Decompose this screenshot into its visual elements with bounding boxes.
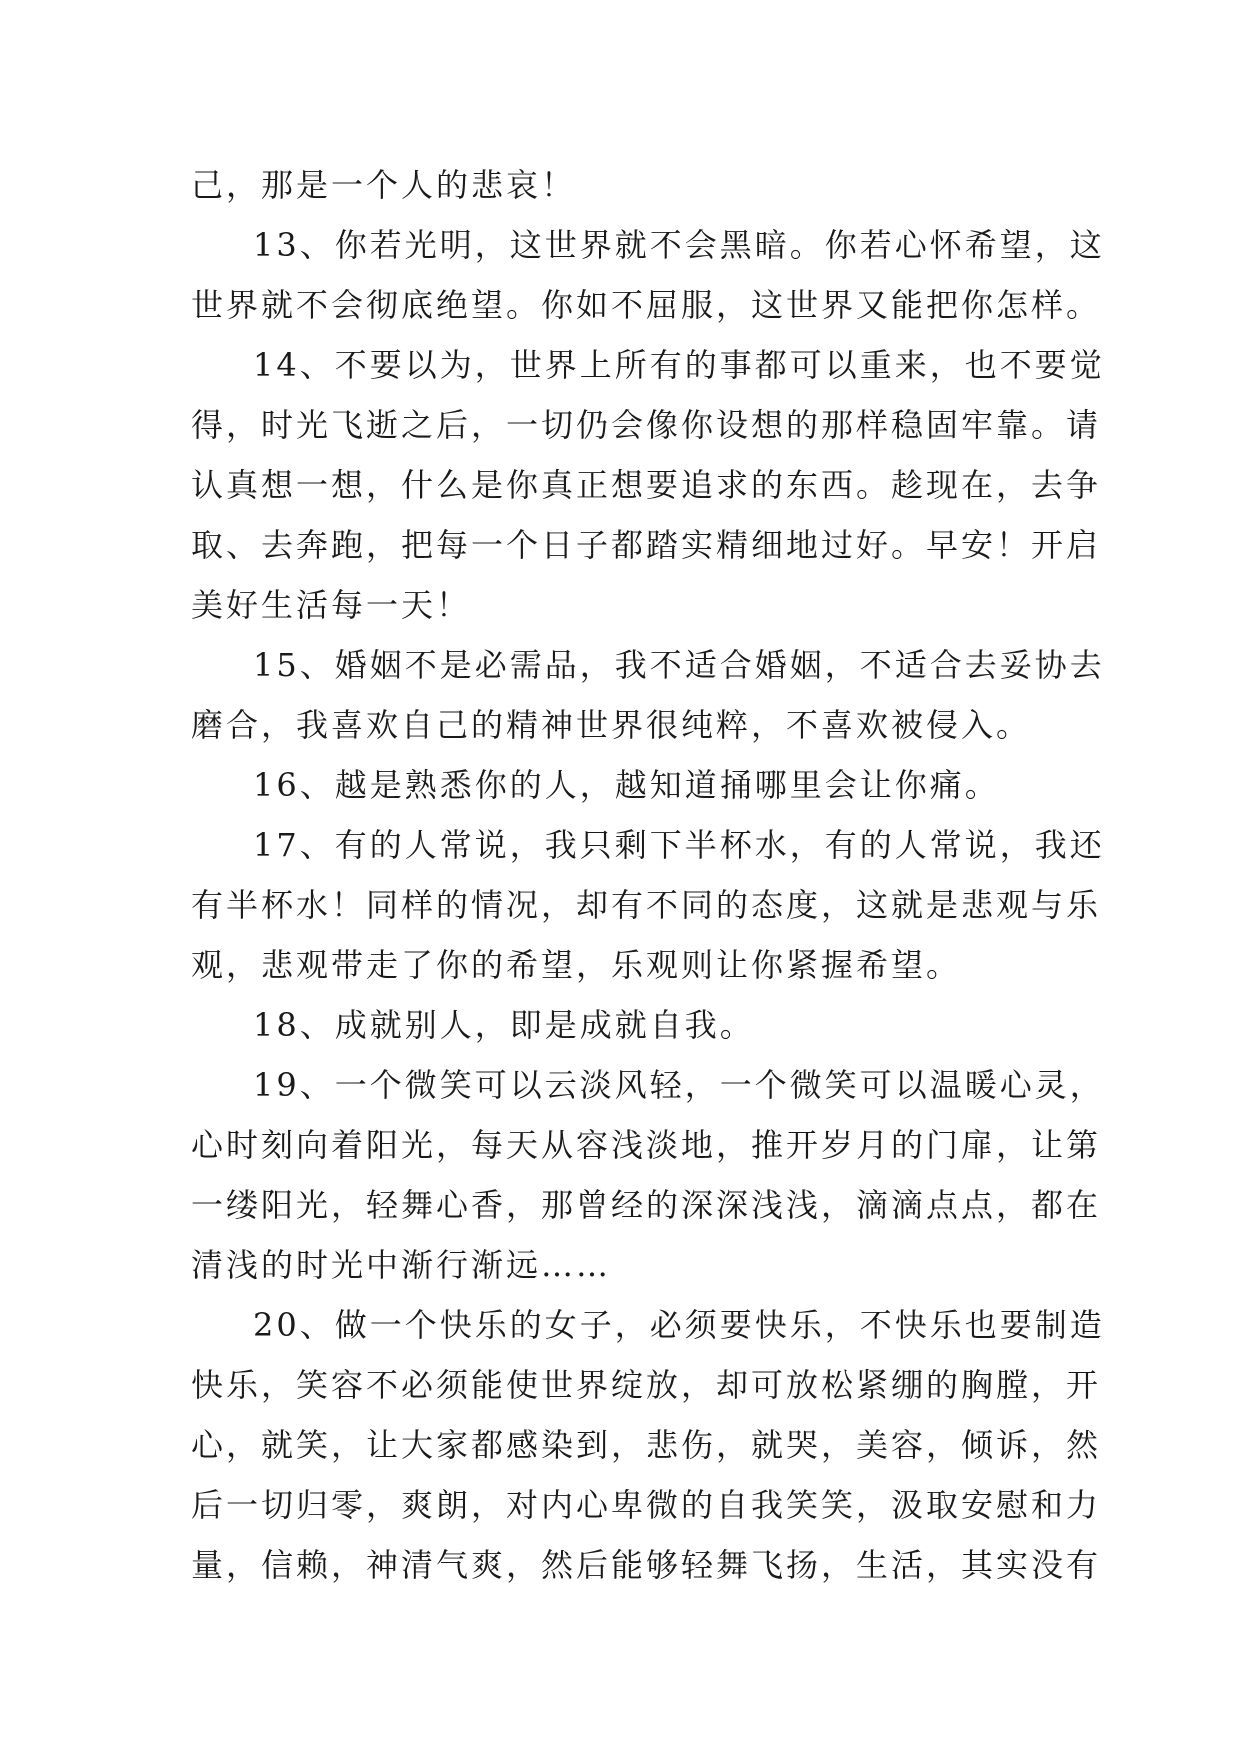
text-line: 美好生活每一天！ bbox=[191, 586, 472, 624]
text-line: 世界就不会彻底绝望。你如不屈服，这世界又能把你怎样。 bbox=[191, 286, 1102, 324]
paragraph-14-line: 14、不要以为，世界上所有的事都可以重来，也不要觉 bbox=[253, 346, 1105, 384]
text-line: 快乐，笑容不必须能使世界绽放，却可放松紧绷的胸膛，开 bbox=[191, 1366, 1102, 1404]
text-line: 量，信赖，神清气爽，然后能够轻舞飞扬，生活，其实没有 bbox=[191, 1546, 1102, 1584]
paragraph-15-line: 15、婚姻不是必需品，我不适合婚姻，不适合去妥协去 bbox=[253, 646, 1105, 684]
text-line: 心时刻向着阳光，每天从容浅淡地，推开岁月的门扉，让第 bbox=[191, 1126, 1102, 1164]
paragraph-20-line: 20、做一个快乐的女子，必须要快乐，不快乐也要制造 bbox=[253, 1306, 1105, 1344]
text-line: 后一切归零，爽朗，对内心卑微的自我笑笑，汲取安慰和力 bbox=[191, 1486, 1102, 1524]
paragraph-13-line: 13、你若光明，这世界就不会黑暗。你若心怀希望，这 bbox=[253, 226, 1105, 264]
text-line: 心，就笑，让大家都感染到，悲伤，就哭，美容，倾诉，然 bbox=[191, 1426, 1102, 1464]
text-line: 取、去奔跑，把每一个日子都踏实精细地过好。早安！开启 bbox=[191, 526, 1102, 564]
paragraph-16-line: 16、越是熟悉你的人，越知道捅哪里会让你痛。 bbox=[253, 766, 1000, 804]
text-line: 清浅的时光中渐行渐远…… bbox=[191, 1246, 612, 1284]
text-line: 观，悲观带走了你的希望，乐观则让你紧握希望。 bbox=[191, 946, 962, 984]
paragraph-19-line: 19、一个微笑可以云淡风轻，一个微笑可以温暖心灵， bbox=[253, 1066, 1105, 1104]
text-line: 有半杯水！同样的情况，却有不同的态度，这就是悲观与乐 bbox=[191, 886, 1102, 924]
text-line: 磨合，我喜欢自己的精神世界很纯粹，不喜欢被侵入。 bbox=[191, 706, 1032, 744]
paragraph-17-line: 17、有的人常说，我只剩下半杯水，有的人常说，我还 bbox=[253, 826, 1105, 864]
text-line: 一缕阳光，轻舞心香，那曾经的深深浅浅，滴滴点点，都在 bbox=[191, 1186, 1102, 1224]
text-line: 认真想一想，什么是你真正想要追求的东西。趁现在，去争 bbox=[191, 466, 1102, 504]
text-line: 己，那是一个人的悲哀！ bbox=[191, 166, 577, 204]
text-line: 得，时光飞逝之后，一切仍会像你设想的那样稳固牢靠。请 bbox=[191, 406, 1102, 444]
paragraph-18-line: 18、成就别人，即是成就自我。 bbox=[253, 1006, 755, 1044]
